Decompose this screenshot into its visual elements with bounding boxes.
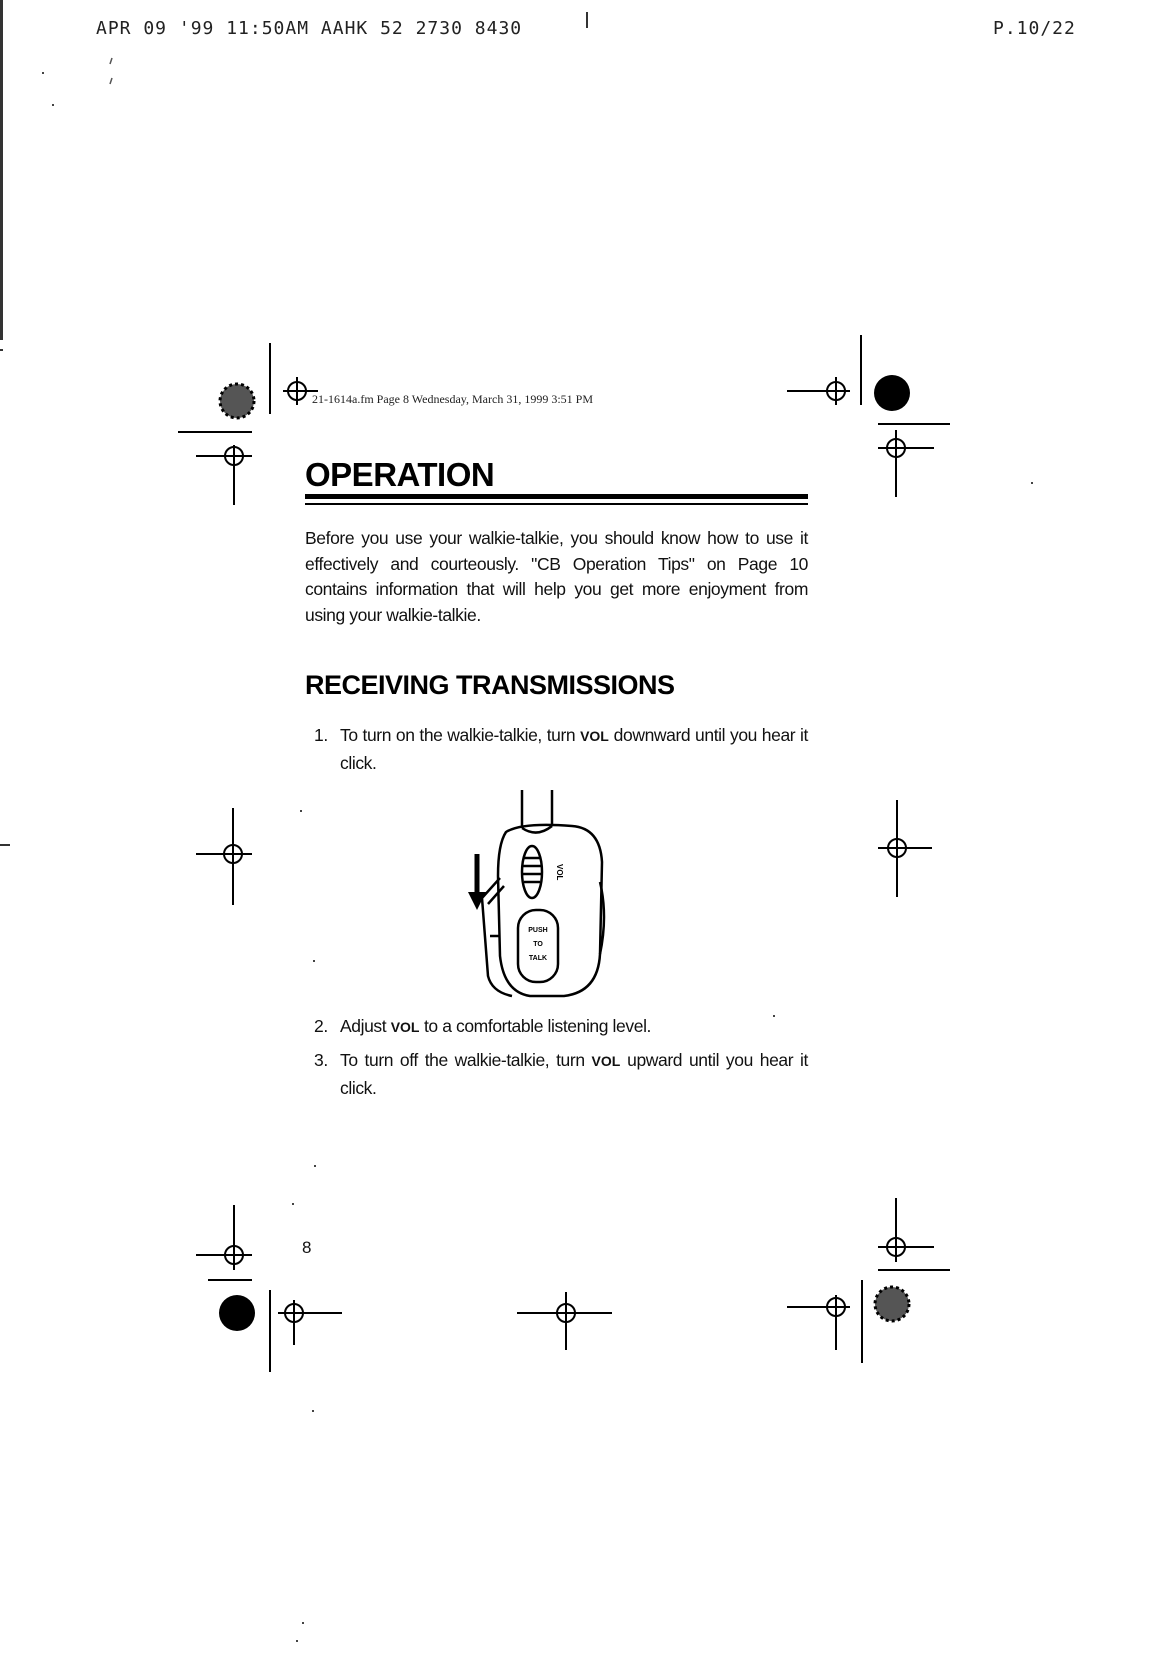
scan-speck xyxy=(292,1203,294,1205)
scan-speck xyxy=(302,1622,304,1624)
walkie-talkie-illustration xyxy=(460,786,610,998)
vol-side-label: VOL xyxy=(555,864,564,881)
ptt-label-line-1: PUSH xyxy=(528,927,548,934)
scan-speck xyxy=(42,72,44,74)
list-item xyxy=(314,722,808,777)
ptt-label-line-2: TO xyxy=(533,941,543,948)
crosshair-mark-middle-right xyxy=(878,800,932,897)
section-title: RECEIVING TRANSMISSIONS xyxy=(305,670,675,700)
scan-speck xyxy=(296,1640,298,1642)
scan-speck xyxy=(52,104,54,106)
document-slug-line: 21-1614a.fm Page 8 Wednesday, March 31, 1999 3:51 PM xyxy=(312,392,593,406)
step-text: Adjust VOL to a comfortable listening level. xyxy=(340,1016,652,1036)
list-item xyxy=(314,1047,808,1102)
key-label: VOL xyxy=(390,1019,420,1035)
step-number: 2. xyxy=(314,1016,328,1036)
crosshair-mark-top-left xyxy=(270,343,318,414)
fax-page-count: P.10/22 xyxy=(993,18,1076,39)
step-text: To turn on the walkie-talkie, turn VOL downward until you hear it click. xyxy=(340,725,808,773)
crosshair-mark-lower-right xyxy=(878,1198,950,1270)
crosshair-mark-lower-left xyxy=(196,1205,252,1280)
intro-paragraph: Before you use your walkie-talkie, you should know how to use it effectively and courteously. "CB Operation Tips" on Page 10 contains information that will help you get more enjoyment from using your walkie-talkie. xyxy=(305,528,808,625)
crosshair-mark-bottom-center xyxy=(517,1292,612,1350)
scan-speck xyxy=(312,1410,314,1412)
scan-speck xyxy=(773,1015,775,1017)
title-rule-thin xyxy=(305,503,808,505)
page-title: OPERATION xyxy=(305,456,495,493)
title-rule xyxy=(305,494,808,499)
step-number: 3. xyxy=(314,1050,328,1070)
crosshair-mark-middle-left xyxy=(196,808,252,905)
page-number: 8 xyxy=(302,1238,312,1257)
list-item xyxy=(314,1013,808,1041)
step-text: To turn off the walkie-talkie, turn VOL upward until you hear it click. xyxy=(340,1050,808,1098)
solid-dot-bottom-left xyxy=(219,1295,255,1331)
crosshair-mark-bottom-left xyxy=(270,1290,342,1372)
scan-speck xyxy=(300,810,302,812)
scan-speck xyxy=(313,960,315,962)
crosshair-mark-bottom-right xyxy=(787,1280,862,1363)
crosshair-mark-top-right xyxy=(787,335,861,405)
scan-speck xyxy=(1031,482,1033,484)
step-number: 1. xyxy=(314,725,328,745)
crosshair-mark-upper-left xyxy=(178,432,252,505)
crosshair-mark-upper-right xyxy=(878,424,950,497)
key-label: VOL xyxy=(591,1053,621,1069)
scan-speck xyxy=(314,1165,316,1167)
key-label: VOL xyxy=(580,728,609,744)
solid-dot-top-right xyxy=(874,375,910,411)
fax-header-timestamp: APR 09 '99 11:50AM AAHK 52 2730 8430 xyxy=(96,18,523,39)
ptt-label-line-3: TALK xyxy=(528,955,548,962)
